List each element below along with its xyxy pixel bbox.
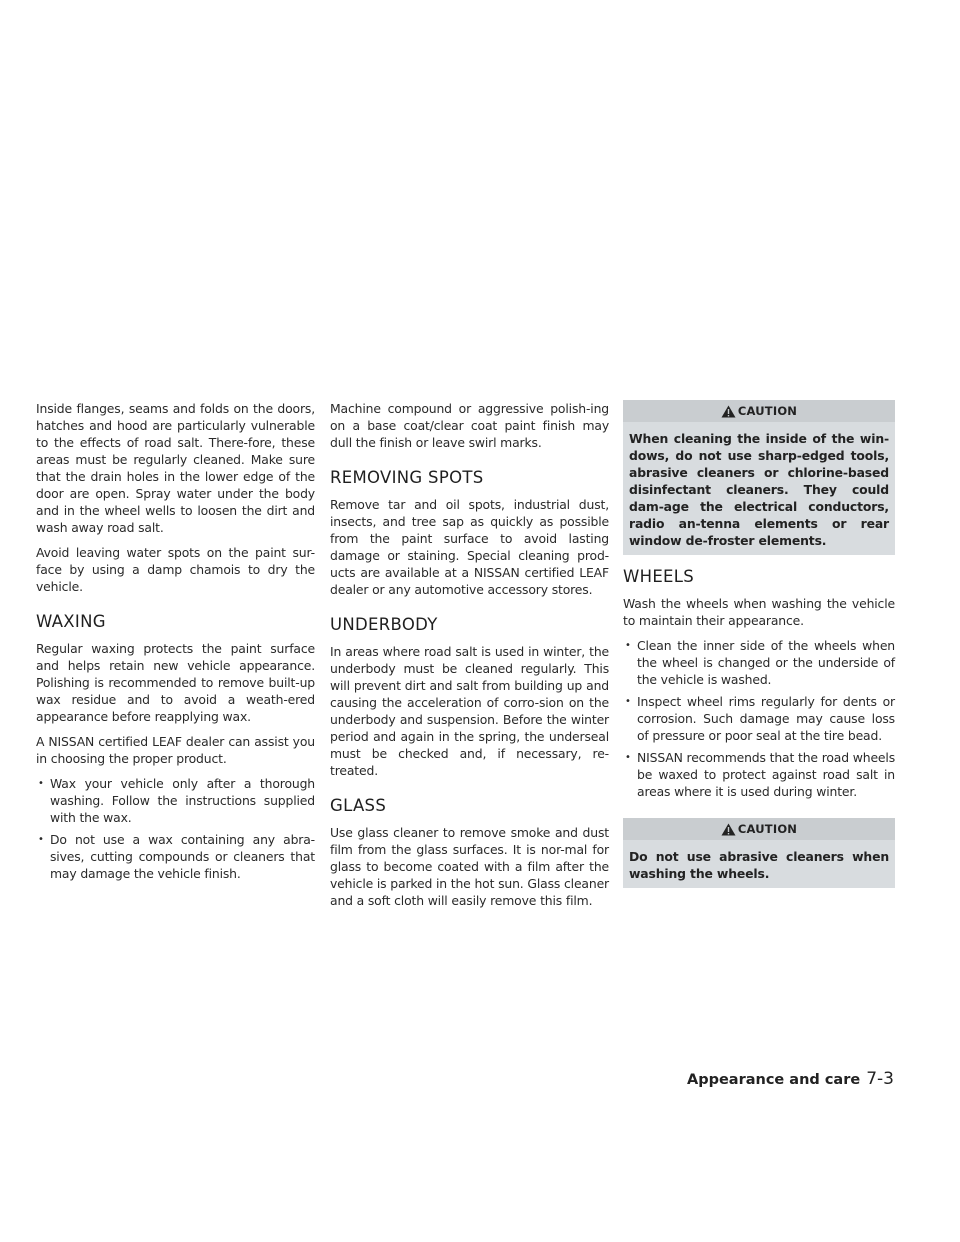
caution-box-wheels xyxy=(623,818,895,888)
caution-box-windows xyxy=(623,400,895,555)
caution-label: CAUTION xyxy=(737,821,798,836)
wheels-bullet-list xyxy=(623,637,895,800)
heading-underbody: UNDERBODY xyxy=(330,615,438,634)
paragraph-removing-spots: Remove tar and oil spots, industrial dust, insects, and tree sap as quickly as possible from the paint surface to avoid lasting damage or staining. Special cleaning prod-ucts are available at a NISSAN certified LEAF dealer or any automotive accessory stores. xyxy=(330,497,609,597)
paragraph-wheels: Wash the wheels when washing the vehicle to maintain their appearance. xyxy=(623,596,895,628)
column-left xyxy=(36,400,315,890)
list-item: • Clean the inner side of the wheels when the wheel is changed or the underside of the vehicle is washed. xyxy=(623,637,895,688)
page-number: 7-3 xyxy=(866,1069,894,1089)
paragraph-water-spots: Avoid leaving water spots on the paint sur-face by using a damp chamois to dry the vehicle. xyxy=(36,545,315,594)
waxing-bullet-list xyxy=(36,775,315,882)
paragraph-dealer: A NISSAN certified LEAF dealer can assist you in choosing the proper product. xyxy=(36,734,315,766)
list-item: • NISSAN recommends that the road wheels be waxed to protect against road salt in areas where it is used during winter. xyxy=(623,749,895,800)
paragraph-waxing: Regular waxing protects the paint surface and helps retain new vehicle appearance. Polishing is recommended to remove built-up wax residue and to avoid a weath-ered appearance before reapplying wax. xyxy=(36,641,315,724)
heading-wheels: WHEELS xyxy=(623,567,695,586)
warning-icon xyxy=(721,405,736,418)
footer-section-title: Appearance and care xyxy=(686,1072,861,1088)
paragraph-underbody: In areas where road salt is used in winter, the underbody must be cleaned regularly. This will prevent dirt and salt from building up and causing the acceleration of corro-sion on the underbody and suspension. Before the winter period and again in the spring, the underseal must be checked and, if necessary, re-treated. xyxy=(330,644,609,778)
heading-removing-spots: REMOVING SPOTS xyxy=(330,468,484,487)
paragraph-flanges: Inside flanges, seams and folds on the doors, hatches and hood are particularly vulnerable to the effects of road salt. There-fore, these areas must be regularly cleaned. Make sure that the drain holes in the lower edge of the door are open. Spray water under the body and in the wheel wells to loosen the dirt and wash away road salt. xyxy=(36,401,315,535)
caution-header xyxy=(623,818,895,840)
caution-text: When cleaning the inside of the win-dows, do not use sharp-edged tools, abrasive cleaners or chlorine-based disinfectant cleaners. They could dam-age the electrical conductors, radio an-tenna elements or rear window de-froster elements. xyxy=(629,431,889,548)
warning-icon xyxy=(721,823,736,836)
page-footer xyxy=(687,1069,894,1089)
column-right xyxy=(623,400,895,898)
list-item: • Do not use a wax containing any abra-sives, cutting compounds or cleaners that may damage the vehicle finish. xyxy=(36,831,315,882)
list-item: • Wax your vehicle only after a thorough washing. Follow the instructions supplied with the wax. xyxy=(36,775,315,826)
list-item: • Inspect wheel rims regularly for dents or corrosion. Such damage may cause loss of pressure or poor seal at the tire bead. xyxy=(623,693,895,744)
caution-header xyxy=(623,400,895,422)
paragraph-glass: Use glass cleaner to remove smoke and dust film from the glass surfaces. It is nor-mal for glass to become coated with a film after the vehicle is parked in the hot sun. Glass cleaner and a soft cloth will easily remove this film. xyxy=(330,825,609,908)
caution-label: CAUTION xyxy=(737,403,798,418)
column-middle xyxy=(330,400,609,909)
heading-waxing: WAXING xyxy=(36,612,106,631)
heading-glass: GLASS xyxy=(330,796,387,815)
paragraph-machine-compound: Machine compound or aggressive polish-ing on a base coat/clear coat paint finish may dull the finish or leave swirl marks. xyxy=(330,401,609,450)
caution-text: Do not use abrasive cleaners when washing the wheels. xyxy=(629,849,889,881)
